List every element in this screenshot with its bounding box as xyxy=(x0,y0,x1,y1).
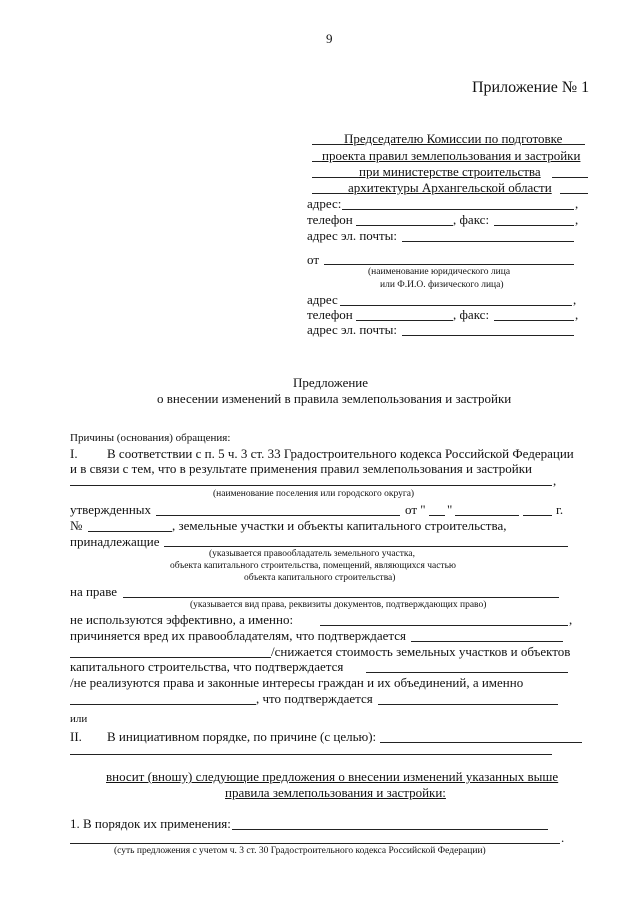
number-label: № xyxy=(70,518,83,533)
addressee-fax-field[interactable] xyxy=(494,225,574,226)
cost-reduced-text: /снижается стоимость земельных участков и объектов xyxy=(271,644,571,659)
harm-label: причиняется вред их правообладателям, что подтверждается xyxy=(70,628,407,643)
sender-phone-field[interactable] xyxy=(356,320,453,321)
sender-fax-label: , факс: xyxy=(453,307,490,322)
sender-from-label: от xyxy=(307,252,320,267)
right-field[interactable] xyxy=(123,597,559,598)
reasons-heading: Причины (основания) обращения: xyxy=(70,432,231,444)
document-page: 9 Приложение № 1 Председателю Комиссии по подготовке проекта правил землепользования и застройки при министерстве строительства архитектуры Архангельской области адрес: , телефон , факс: , адрес эл. почты: от (наименование юридического лица или Ф.И.О. физического лица) адрес , телефон , факс: , адрес эл. почты: Предложение о внесении изменений в правила землепользования и застройки Причины (основания) обращения: I. В соответствии с п. 5 ч. 3 ст. 33 Градостроительного кодекса Российской Федерации и в связи с тем, что в результате применения правил землепользования и застройки , (наименование поселения или городского округа) утвержденных от " " г. № , земельные участки и объекты капитального строительства, принадлежащие (указывается правообладатель земельного участка, объекта капитального строительства, помещений, являющихся частью объекта капитального строительства) на праве (указывается вид права, реквизиты документов, подтверждающих право) не используются эффективно, а именно: , причиняется вред их правообладателям, что подтверждается /снижается стоимость земельных участков и объектов капитального строительства, что подтверждается /не реализуются права и законные интересы граждан и их объединений, а именно , что подтверждается или II. В инициативном порядке, по причине (с целью): вносит (вношу) следующие предложения о внесении изменений указанных выше правила землепользования и застройки: 1. В порядок их применения: . (суть предложения с учетом ч. 3 ст. 30 Градостроительного кодекса Российской Федерации) xyxy=(0,0,640,905)
sender-fax-field[interactable] xyxy=(494,320,574,321)
year-label: г. xyxy=(556,502,564,517)
sender-address-label: адрес xyxy=(307,292,338,307)
initiative-field[interactable] xyxy=(380,742,582,743)
sender-email-field[interactable] xyxy=(402,335,574,336)
initiative-field-2[interactable] xyxy=(70,754,552,755)
addressee-address-label: адрес: xyxy=(307,196,342,211)
addressee-email-field[interactable] xyxy=(402,241,574,242)
addressee-phone-field[interactable] xyxy=(356,225,453,226)
date-month-field[interactable] xyxy=(455,515,519,516)
right-note: (указывается вид права, реквизиты документов, подтверждающих право) xyxy=(190,600,487,610)
addressee-line-2: проекта правил землепользования и застройки xyxy=(322,148,581,163)
appendix-label: Приложение № 1 xyxy=(472,79,590,96)
sender-note-2: или Ф.И.О. физического лица) xyxy=(380,280,504,290)
owner-field[interactable] xyxy=(164,546,568,547)
harm-field[interactable] xyxy=(411,641,563,642)
document-title: Предложение xyxy=(293,375,369,390)
proposals-line-2: правила землепользования и застройки: xyxy=(225,785,446,800)
reason-1-line-2: и в связи с тем, что в результате применения правил землепользования и застройки xyxy=(70,461,532,476)
confirmed-label: , что подтверждается xyxy=(256,691,373,706)
sender-email-label: адрес эл. почты: xyxy=(307,322,398,337)
interests-field[interactable] xyxy=(70,704,256,705)
proposal-essence-note: (суть предложения с учетом ч. 3 ст. 30 Градостроительного кодекса Российской Федерации) xyxy=(114,846,486,856)
on-right-label: на праве xyxy=(70,584,118,599)
belonging-label: принадлежащие xyxy=(70,534,160,549)
proposal-item-1: 1. В порядок их применения: xyxy=(70,816,231,831)
confirmed-field[interactable] xyxy=(378,704,558,705)
owner-note-3: объекта капитального строительства) xyxy=(244,573,396,583)
approved-field[interactable] xyxy=(156,515,400,516)
date-year-field[interactable] xyxy=(523,515,552,516)
proposal-item-1-field-2[interactable] xyxy=(70,843,560,844)
settlement-note: (наименование поселения или городского округа) xyxy=(213,489,415,499)
sender-name-field[interactable] xyxy=(324,264,574,265)
sender-phone-label: телефон xyxy=(307,307,353,322)
approved-label: утвержденных xyxy=(70,502,152,517)
addressee-address-field[interactable] xyxy=(342,209,574,210)
sender-note-1: (наименование юридического лица xyxy=(368,267,511,277)
settlement-field[interactable] xyxy=(70,485,552,486)
page-number: 9 xyxy=(326,31,333,46)
proposals-line-1: вносит (вношу) следующие предложения о внесении изменений указанных выше xyxy=(106,769,559,784)
addressee-line-1: Председателю Комиссии по подготовке xyxy=(344,131,563,146)
cost-field[interactable] xyxy=(70,657,271,658)
capital-confirm-field[interactable] xyxy=(366,672,568,673)
not-realized-text: /не реализуются права и законные интересы граждан и их объединений, а именно xyxy=(70,675,524,690)
capital-confirm-label: капитального строительства, что подтверждается xyxy=(70,659,344,674)
number-field[interactable] xyxy=(88,531,172,532)
proposal-item-1-field[interactable] xyxy=(232,829,548,830)
addressee-line-3: при министерстве строительства xyxy=(359,164,541,179)
reason-1-line-1: В соответствии с п. 5 ч. 3 ст. 33 Градостроительного кодекса Российской Федерации xyxy=(107,446,574,461)
addressee-phone-label: телефон xyxy=(307,212,353,227)
owner-note-2: объекта капитального строительства, помещений, являющихся частью xyxy=(170,561,457,571)
not-used-field[interactable] xyxy=(320,625,568,626)
date-from-label: от " xyxy=(405,502,426,517)
reason-roman-2: II. xyxy=(70,729,82,744)
addressee-email-label: адрес эл. почты: xyxy=(307,228,398,243)
initiative-label: В инициативном порядке, по причине (с целью): xyxy=(107,729,377,744)
addressee-fax-label: , факс: xyxy=(453,212,490,227)
land-plots-text: , земельные участки и объекты капитального строительства, xyxy=(172,518,507,533)
document-subtitle: о внесении изменений в правила землепользования и застройки xyxy=(157,391,512,406)
sender-address-field[interactable] xyxy=(340,305,572,306)
addressee-line-4: архитектуры Архангельской области xyxy=(348,180,552,195)
or-label: или xyxy=(70,713,88,725)
owner-note-1: (указывается правообладатель земельного участка, xyxy=(209,549,415,559)
reason-roman-1: I. xyxy=(70,446,78,461)
date-day-field[interactable] xyxy=(429,515,445,516)
not-used-label: не используются эффективно, а именно: xyxy=(70,612,294,627)
